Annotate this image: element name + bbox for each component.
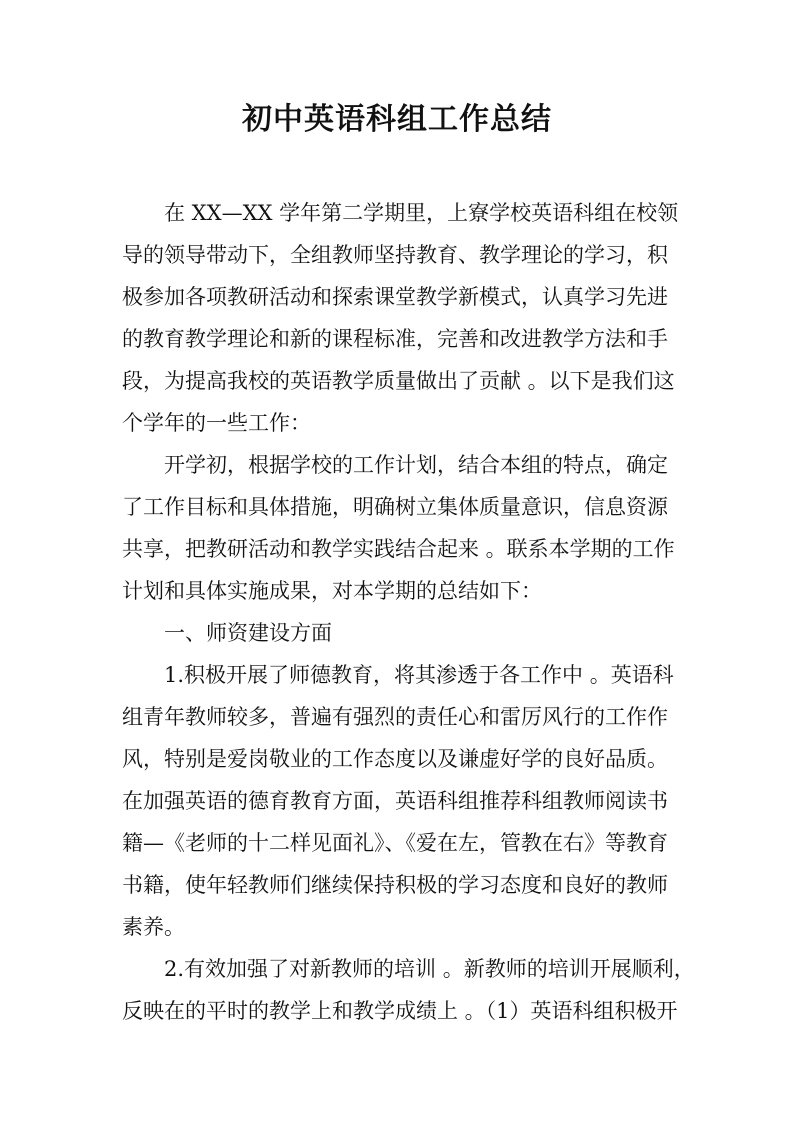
body-line: 计划和具体实施成果，对本学期的总结如下： [122,579,542,603]
body-line: 籍—《老师的十二样见面礼》、《爱在左，管教在右》等教育 [122,831,668,855]
body-line: 风，特别是爱岗敬业的工作态度以及谦虚好学的良好品质。 [122,747,668,771]
body-line: 共享，把教研活动和教学实践结合起来 。联系本学期的工作 [122,537,675,561]
body-line: 书籍，使年轻教师们继续保持积极的学习态度和良好的教师 [122,873,668,897]
body-line: 1.积极开展了师德教育，将其渗透于各工作中 。英语科 [122,663,674,687]
body-line: 素养。 [122,915,185,939]
body-line: 开学初，根据学校的工作计划，结合本组的特点，确定 [122,453,668,477]
body-line: 在 XX—XX 学年第二学期里，上寮学校英语科组在校领 [122,201,679,225]
body-line: 段，为提高我校的英语教学质量做出了贡献 。以下是我们这 [122,369,675,393]
body-line: 在加强英语的德育教育方面，英语科组推荐科组教师阅读书 [122,789,668,813]
body-line: 个学年的一些工作： [122,411,311,435]
body-line: 极参加各项教研活动和探索课堂教学新模式，认真学习先进 [122,285,668,309]
body-line: 2.有效加强了对新教师的培训 。新教师的培训开展顺利， [122,957,695,981]
body-line: 了工作目标和具体措施，明确树立集体质量意识，信息资源 [122,495,668,519]
body-line: 反映在的平时的教学上和教学成绩上 。（1）英语科组积极开 [122,999,678,1023]
body-line: 组青年教师较多，普遍有强烈的责任心和雷厉风行的工作作 [122,705,668,729]
section-heading: 一、师资建设方面 [122,621,332,645]
body-line: 的教育教学理论和新的课程标准，完善和改进教学方法和手 [122,327,668,351]
document-title: 初中英语科组工作总结 [242,102,552,137]
body-line: 导的领导带动下，全组教师坚持教育、教学理论的学习，积 [122,243,668,267]
